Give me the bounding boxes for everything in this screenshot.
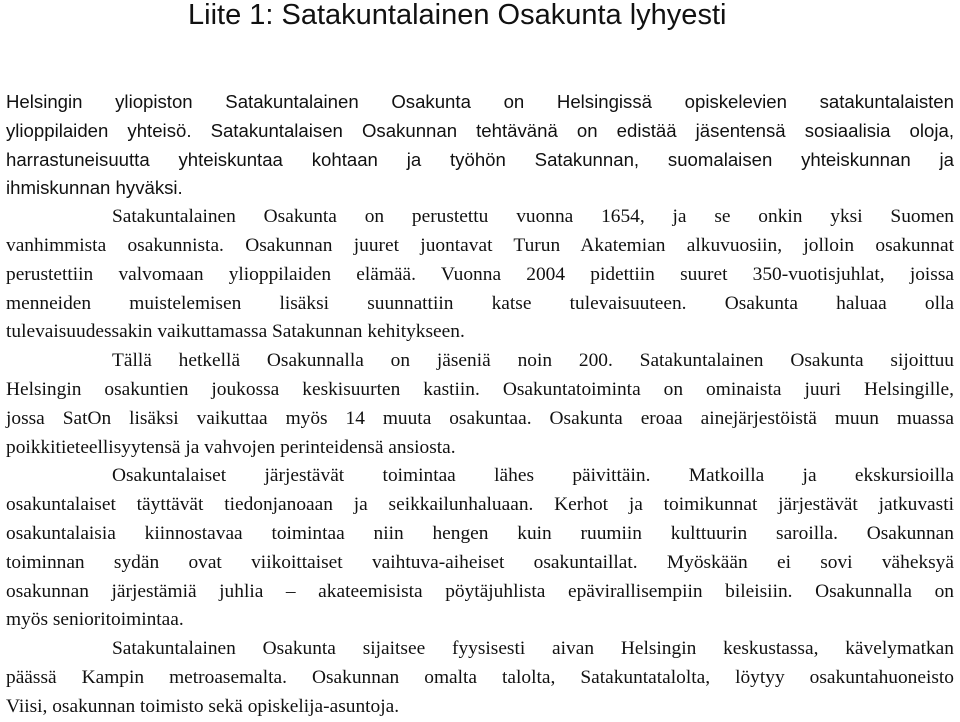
text-line: myös senioritoimintaa.: [6, 609, 184, 631]
text-line: Satakuntalainen Osakunta on perustettu vuonna 1654, ja se onkin yksi Suomen: [112, 206, 954, 228]
text-line: osakunnan järjestämiä juhlia – akateemisista pöytäjuhlista epävirallisempiin bileisiin. Osakunnalla on: [6, 580, 954, 602]
text-line: vanhimmista osakunnista. Osakunnan juuret juontavat Turun Akatemian alkuvuosiin, jolloin osakunnat: [6, 234, 954, 256]
paragraph-location: [6, 635, 954, 721]
text-line: Helsingin yliopiston Satakuntalainen Osakunta on Helsingissä opiskelevien satakuntalaisten: [6, 91, 954, 112]
text-line: Satakuntalainen Osakunta sijaitsee fyysisesti aivan Helsingin keskustassa, kävelymatkan: [112, 638, 954, 660]
text-line: Osakuntalaiset järjestävät toimintaa lähes päivittäin. Matkoilla ja ekskursioilla: [112, 465, 954, 487]
text-line: päässä Kampin metroasemalta. Osakunnan omalta talolta, Satakuntatalolta, löytyy osakuntahuoneisto: [6, 666, 954, 688]
document-title: Liite 1: Satakuntalainen Osakunta lyhyesti: [188, 0, 727, 31]
text-line: menneiden muistelemisen lisäksi suunnattiin katse tulevaisuuteen. Osakunta haluaa olla: [6, 292, 954, 314]
paragraph-members: [6, 347, 954, 462]
text-line: ylioppilaiden yhteisö. Satakuntalaisen Osakunnan tehtävänä on edistää jäsentensä sosiaalisia oloja,: [6, 119, 954, 141]
text-line: osakuntalaiset täyttävät tiedonjanoaan ja seikkailunhaluaan. Kerhot ja toimikunnat järjestävät jatkuvasti: [6, 494, 954, 516]
text-line: toiminnan sydän ovat viikoittaiset vaihtuva-aiheiset osakuntaillat. Myöskään ei sovi väheksyä: [6, 551, 954, 573]
document-body: [6, 88, 954, 722]
text-line: ihmiskunnan hyväksi.: [6, 177, 183, 199]
text-line: Tällä hetkellä Osakunnalla on jäseniä noin 200. Satakuntalainen Osakunta sijoittuu: [112, 350, 954, 372]
paragraph-history: [6, 203, 954, 347]
text-line: poikkitieteellisyytensä ja vahvojen perinteidensä ansiosta.: [6, 436, 456, 458]
paragraph-intro: [6, 88, 954, 203]
text-line: perustettiin valvomaan ylioppilaiden elämää. Vuonna 2004 pidettiin suuret 350-vuotisjuhlat, joissa: [6, 263, 954, 285]
text-line: tulevaisuudessakin vaikuttamassa Satakunnan kehitykseen.: [6, 321, 465, 343]
text-line: osakuntalaisia kiinnostavaa toimintaa niin hengen kuin ruumiin kulttuurin saroilla. Osakunnan: [6, 522, 954, 544]
text-line: harrastuneisuutta yhteiskuntaa kohtaan ja työhön Satakunnan, suomalaisen yhteiskunnan ja: [6, 148, 954, 170]
paragraph-activities: [6, 462, 954, 635]
text-line: Viisi, osakunnan toimisto sekä opiskelija-asuntoja.: [6, 695, 400, 717]
text-line: Helsingin osakuntien joukossa keskisuurten kastiin. Osakuntatoiminta on ominaista juuri Helsingille,: [6, 378, 954, 400]
text-line: jossa SatOn lisäksi vaikuttaa myös 14 muuta osakuntaa. Osakunta eroaa ainejärjestöistä muun muassa: [6, 407, 954, 429]
